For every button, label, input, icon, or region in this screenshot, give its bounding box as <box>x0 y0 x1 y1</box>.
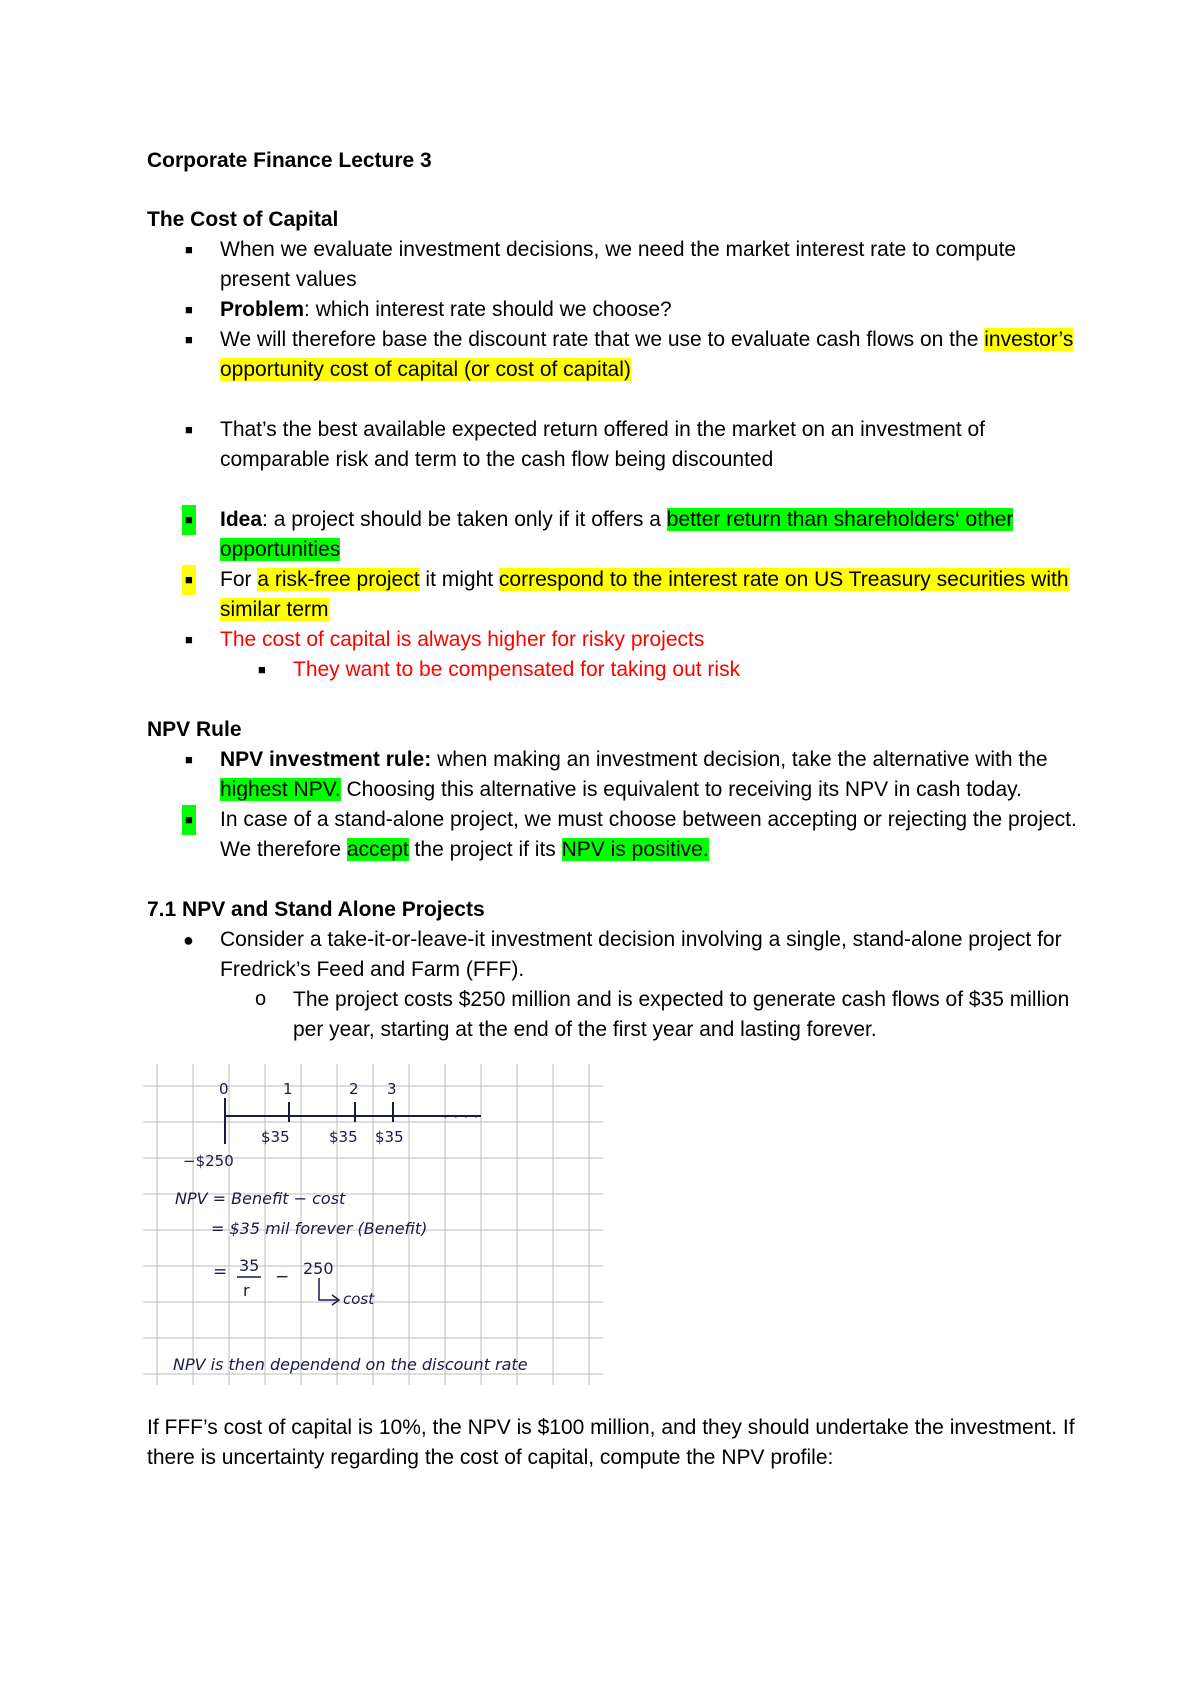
list-item: ■ We will therefore base the discount rate that we use to evaluate cash flows on the investor’s opportunity cost of capital (or cost of capital) <box>147 325 1077 385</box>
equals-sign: = <box>213 1262 228 1282</box>
highlight-yellow: a risk-free project <box>257 568 420 591</box>
sketch-note: NPV is then dependend on the discount rate <box>173 1355 528 1374</box>
document-body <box>147 146 1077 1045</box>
square-bullet-icon: ■ <box>185 632 193 647</box>
section-heading-cost-of-capital: The Cost of Capital <box>147 208 339 231</box>
npv-paragraph-block <box>147 1413 1077 1473</box>
list-item: ■ In case of a stand-alone project, we must choose between accepting or rejecting the project. We therefore accept the project if its NPV is positive. <box>147 805 1077 865</box>
highlight-green: accept <box>346 838 409 861</box>
list-item: ■ Problem: which interest rate should we choose? <box>147 295 1077 325</box>
document-title: Corporate Finance Lecture 3 <box>147 149 432 172</box>
list-item: ■ Idea: a project should be taken only if it offers a better return than shareholders‘ other opportunities <box>147 505 1077 565</box>
period-label: 3 <box>387 1080 397 1098</box>
benefit-line: = $35 mil forever (Benefit) <box>211 1219 428 1238</box>
list-item: ■ They want to be compensated for taking out risk <box>147 655 1077 685</box>
period-label: 1 <box>283 1080 293 1098</box>
highlight-yellow: correspond to the interest rate on US Treasury securities with similar term <box>220 568 1069 621</box>
square-bullet-icon: ■ <box>185 422 193 437</box>
hollow-bullet-icon: o <box>255 988 267 1010</box>
list-item: ■ For a risk-free project it might correspond to the interest rate on US Treasury securities with similar term <box>147 565 1077 625</box>
square-bullet-icon: ■ <box>185 302 193 317</box>
handwritten-npv-sketch <box>143 1064 603 1385</box>
highlight-yellow: investor’s opportunity cost of capital (or cost of capital) <box>220 328 1074 381</box>
list-item: ■ NPV investment rule: when making an investment decision, take the alternative with the highest NPV. Choosing this alternative is equivalent to receiving its NPV in cash today. <box>147 745 1077 805</box>
highlight-green: NPV is positive. <box>561 838 709 861</box>
square-bullet-icon: ■ <box>185 242 193 257</box>
minus-sign: − <box>275 1267 290 1287</box>
list-item: ■ The cost of capital is always higher for risky projects <box>147 625 1077 655</box>
square-bullet-icon: ■ <box>258 662 266 677</box>
highlight-green: highest NPV. <box>220 778 341 801</box>
round-bullet-icon: ● <box>183 930 194 950</box>
list-item: ■ When we evaluate investment decisions, we need the market interest rate to compute present values <box>147 235 1077 295</box>
list-item: o The project costs $250 million and is expected to generate cash flows of $35 million per year, starting at the end of the first year and lasting forever. <box>147 985 1077 1045</box>
square-bullet-icon: ■ <box>185 332 193 347</box>
square-bullet-icon: ■ <box>185 752 193 767</box>
square-bullet-icon: ■ <box>182 505 196 535</box>
period-label: 2 <box>349 1080 359 1098</box>
fraction-numerator: 35 <box>239 1256 260 1275</box>
cash-flow-label: $35 <box>261 1128 290 1146</box>
highlight-green: better return than shareholders‘ other opportunities <box>220 508 1014 561</box>
stand-alone-list <box>147 925 1077 1045</box>
npv-formula-line: NPV = Benefit − cost <box>175 1189 346 1208</box>
period-label: 0 <box>219 1080 229 1098</box>
npv-rule-list <box>147 745 1077 865</box>
initial-outflow-label: −$250 <box>183 1152 234 1170</box>
cost-of-capital-list <box>147 235 1077 385</box>
square-bullet-icon: ■ <box>182 565 196 595</box>
list-item: ● Consider a take-it-or-leave-it investment decision involving a single, stand-alone project for Fredrick’s Feed and Farm (FFF). <box>147 925 1077 985</box>
section-heading-npv-rule: NPV Rule <box>147 718 242 741</box>
cost-label: cost <box>343 1290 375 1308</box>
section-heading-stand-alone: 7.1 NPV and Stand Alone Projects <box>147 898 485 921</box>
cash-flow-label: $35 <box>329 1128 358 1146</box>
list-item: ■ That’s the best available expected return offered in the market on an investment of comparable risk and term to the cash flow being discounted <box>147 415 1077 475</box>
fraction-denominator: r <box>243 1281 250 1300</box>
square-bullet-icon: ■ <box>182 805 196 835</box>
npv-paragraph: If FFF’s cost of capital is 10%, the NPV is $100 million, and they should undertake the investment. If there is uncertainty regarding the cost of capital, compute the NPV profile: <box>147 1416 1075 1469</box>
cost-value: 250 <box>303 1259 334 1278</box>
cash-flow-label: $35 <box>375 1128 404 1146</box>
continuation-dots: · · · · <box>443 1107 479 1126</box>
